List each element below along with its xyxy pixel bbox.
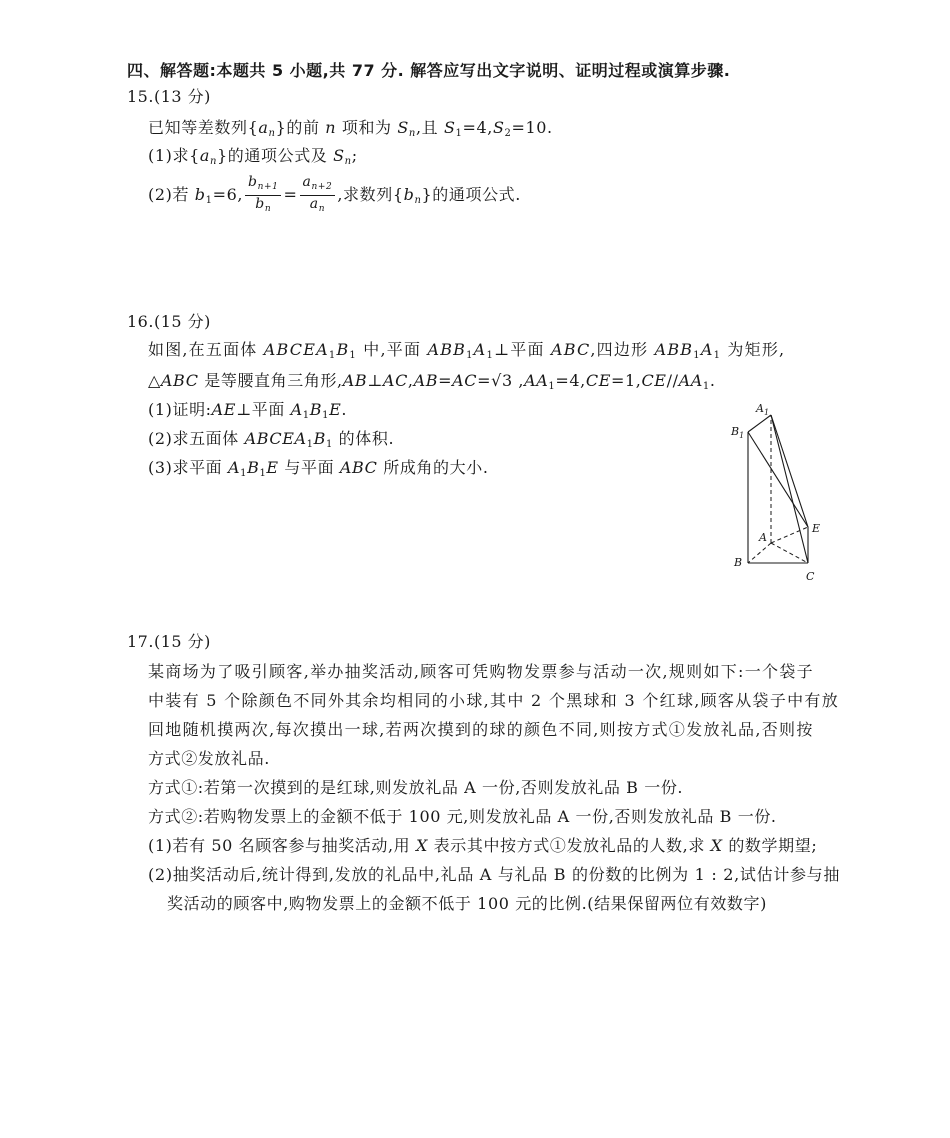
question-17-method-2: 方式②:若购物发票上的金额不低于 100 元,则发放礼品 A 一份,否则发放礼品 B 一份.: [148, 807, 777, 826]
section-heading: 四、解答题:本题共 5 小题,共 77 分. 解答应写出文字说明、证明过程或演算步骤.: [127, 61, 731, 80]
pentahedron-figure: [720, 398, 840, 586]
question-15-part-1: (1)求$\{a_n\}$的通项公式及 $S_n$;: [148, 146, 358, 167]
question-16-part-3: (3)求平面 $A_1B_1E$ 与平面 ABC 所成角的大小.: [148, 458, 489, 479]
fraction-a: $\frac{a_{n+2}}{a_n}$: [300, 174, 336, 217]
question-17-line: 中装有 5 个除颜色不同外其余均相同的小球,其中 2 个黑球和 3 个红球,顾客从袋子中有放: [148, 691, 840, 710]
question-15-part-2: (2)若 $b_1=6$, $\frac{b_{n+1}}{b_n}$ = $\frac{a_{n+2}}{a_n}$ ,求数列$\{b_n\}$的通项公式.: [148, 174, 521, 221]
question-17-part-2-cont: 奖活动的顾客中,购物发票上的金额不低于 100 元的比例.(结果保留两位有效数字): [167, 894, 767, 913]
question-16-part-1: (1)证明:AE⊥平面 $A_1B_1E$.: [148, 400, 348, 421]
label-e: E: [812, 522, 821, 535]
question-16-line-1: 如图,在五面体 $ABCEA_1B_1$ 中,平面 $ABB_1A_1\perp$平面 ABC,四边形 $ABB_1A_1$ 为矩形,: [148, 340, 786, 361]
question-16-part-2: (2)求五面体 $ABCEA_1B_1$ 的体积.: [148, 429, 395, 450]
edge-a-c: [771, 543, 808, 563]
edge-a1-e: [771, 415, 808, 527]
question-15-intro: 已知等差数列$\{a_n\}$的前 n 项和为 $S_n$,且 $S_1=4,S_2=10$.: [148, 118, 553, 139]
question-16-number: 16.(15 分): [127, 312, 211, 331]
question-17-line: 方式②发放礼品.: [148, 749, 270, 768]
question-17-part-2: (2)抽奖活动后,统计得到,发放的礼品中,礼品 A 与礼品 B 的份数的比例为 1 : 2,试估计参与抽: [148, 865, 841, 884]
label-b: B: [734, 556, 743, 569]
question-17-part-1: (1)若有 50 名顾客参与抽奖活动,用 X 表示其中按方式①发放礼品的人数,求 X 的数学期望;: [148, 836, 818, 855]
edge-a-b: [748, 543, 771, 563]
edge-b1-e: [748, 432, 808, 527]
question-17-number: 17.(15 分): [127, 632, 211, 651]
question-16-line-2: △ABC 是等腰直角三角形,AB⊥AC,AB=AC=√3 $,AA_1=4,CE=1,CE//AA_1$.: [148, 371, 716, 392]
edge-a1-c: [771, 415, 808, 563]
question-15-number: 15.(13 分): [127, 87, 211, 106]
question-17-method-1: 方式①:若第一次摸到的是红球,则发放礼品 A 一份,否则发放礼品 B 一份.: [148, 778, 684, 797]
label-b1: $B_1$: [731, 425, 745, 440]
question-17-line: 回地随机摸两次,每次摸出一球,若两次摸到的球的颜色不同,则按方式①发放礼品,否则按: [148, 720, 814, 739]
label-a1: $A_1$: [756, 402, 770, 417]
question-17-line: 某商场为了吸引顾客,举办抽奖活动,顾客可凭购物发票参与活动一次,规则如下:一个袋子: [148, 662, 814, 681]
label-a: A: [759, 531, 767, 544]
label-c: C: [806, 570, 815, 583]
fraction-b: $\frac{b_{n+1}}{b_n}$: [245, 174, 281, 217]
edge-b1-a1: [748, 415, 771, 432]
